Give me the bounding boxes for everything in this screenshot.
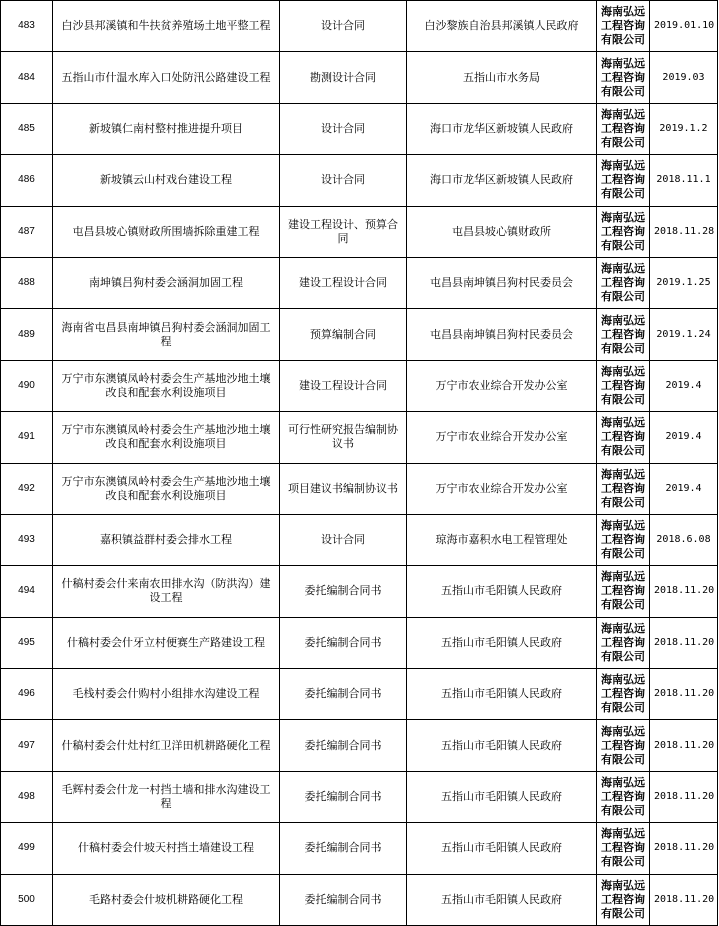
- contract-type: 设计合同: [280, 155, 407, 206]
- client-name: 海口市龙华区新坡镇人民政府: [407, 103, 597, 154]
- contract-type: 委托编制合同书: [280, 720, 407, 771]
- project-name: 嘉积镇益群村委会排水工程: [53, 514, 280, 565]
- row-number: 500: [1, 874, 53, 925]
- project-name: 毛辉村委会什龙一村挡土墙和排水沟建设工程: [53, 771, 280, 822]
- contract-type: 委托编制合同书: [280, 771, 407, 822]
- table-row: [1, 617, 718, 668]
- project-name: 海南省屯昌县南坤镇吕狗村委会涵洞加固工程: [53, 309, 280, 360]
- contract-type: 委托编制合同书: [280, 566, 407, 617]
- client-name: 五指山市毛阳镇人民政府: [407, 823, 597, 874]
- table-row: [1, 155, 718, 206]
- project-name: 新坡镇仁南村整村推进提升项目: [53, 103, 280, 154]
- company-name: 海南弘远工程咨询有限公司: [597, 412, 650, 463]
- client-name: 海口市龙华区新坡镇人民政府: [407, 155, 597, 206]
- contract-date: 2018.11.20: [650, 720, 718, 771]
- company-name: 海南弘远工程咨询有限公司: [597, 1, 650, 52]
- row-number: 497: [1, 720, 53, 771]
- client-name: 万宁市农业综合开发办公室: [407, 412, 597, 463]
- table-row: [1, 309, 718, 360]
- company-name: 海南弘远工程咨询有限公司: [597, 309, 650, 360]
- company-name: 海南弘远工程咨询有限公司: [597, 514, 650, 565]
- table-row: [1, 103, 718, 154]
- contract-date: 2018.11.20: [650, 566, 718, 617]
- contract-type: 项目建议书编制协议书: [280, 463, 407, 514]
- project-name: 什稿村委会什牙立村便赛生产路建设工程: [53, 617, 280, 668]
- client-name: 白沙黎族自治县邦溪镇人民政府: [407, 1, 597, 52]
- row-number: 498: [1, 771, 53, 822]
- contract-type: 设计合同: [280, 1, 407, 52]
- project-name: 万宁市东澳镇凤岭村委会生产基地沙地土壤改良和配套水利设施项目: [53, 463, 280, 514]
- contract-type: 委托编制合同书: [280, 617, 407, 668]
- contract-type: 委托编制合同书: [280, 823, 407, 874]
- table-row: [1, 257, 718, 308]
- contracts-table-body: [1, 1, 718, 926]
- project-name: 毛路村委会什坡机耕路硬化工程: [53, 874, 280, 925]
- table-row: [1, 206, 718, 257]
- client-name: 五指山市毛阳镇人民政府: [407, 617, 597, 668]
- project-name: 什稿村委会什坡天村挡土墙建设工程: [53, 823, 280, 874]
- row-number: 493: [1, 514, 53, 565]
- contract-date: 2019.1.2: [650, 103, 718, 154]
- company-name: 海南弘远工程咨询有限公司: [597, 617, 650, 668]
- table-row: [1, 823, 718, 874]
- client-name: 万宁市农业综合开发办公室: [407, 463, 597, 514]
- contract-type: 设计合同: [280, 514, 407, 565]
- project-name: 什稿村委会什灶村红卫洋田机耕路硬化工程: [53, 720, 280, 771]
- contract-date: 2018.11.20: [650, 874, 718, 925]
- contract-date: 2019.01.10: [650, 1, 718, 52]
- company-name: 海南弘远工程咨询有限公司: [597, 257, 650, 308]
- project-name: 什稿村委会什来南农田排水沟（防洪沟）建设工程: [53, 566, 280, 617]
- row-number: 495: [1, 617, 53, 668]
- contract-type: 建设工程设计合同: [280, 360, 407, 411]
- row-number: 485: [1, 103, 53, 154]
- contract-type: 设计合同: [280, 103, 407, 154]
- company-name: 海南弘远工程咨询有限公司: [597, 566, 650, 617]
- table-row: [1, 52, 718, 103]
- row-number: 488: [1, 257, 53, 308]
- contract-date: 2018.6.08: [650, 514, 718, 565]
- contract-type: 预算编制合同: [280, 309, 407, 360]
- client-name: 五指山市毛阳镇人民政府: [407, 720, 597, 771]
- contract-date: 2018.11.20: [650, 823, 718, 874]
- table-row: [1, 412, 718, 463]
- contract-type: 委托编制合同书: [280, 669, 407, 720]
- row-number: 496: [1, 669, 53, 720]
- contract-date: 2019.1.24: [650, 309, 718, 360]
- client-name: 五指山市水务局: [407, 52, 597, 103]
- row-number: 494: [1, 566, 53, 617]
- project-name: 五指山市什温水库入口处防汛公路建设工程: [53, 52, 280, 103]
- client-name: 屯昌县南坤镇吕狗村民委员会: [407, 257, 597, 308]
- contract-date: 2018.11.20: [650, 771, 718, 822]
- table-row: [1, 669, 718, 720]
- project-name: 屯昌县坡心镇财政所围墙拆除重建工程: [53, 206, 280, 257]
- project-name: 新坡镇云山村戏台建设工程: [53, 155, 280, 206]
- company-name: 海南弘远工程咨询有限公司: [597, 103, 650, 154]
- contract-type: 可行性研究报告编制协议书: [280, 412, 407, 463]
- project-name: 万宁市东澳镇凤岭村委会生产基地沙地土壤改良和配套水利设施项目: [53, 412, 280, 463]
- table-row: [1, 874, 718, 925]
- contract-date: 2019.4: [650, 412, 718, 463]
- contract-date: 2019.4: [650, 463, 718, 514]
- company-name: 海南弘远工程咨询有限公司: [597, 823, 650, 874]
- contract-date: 2018.11.28: [650, 206, 718, 257]
- row-number: 489: [1, 309, 53, 360]
- table-row: [1, 566, 718, 617]
- row-number: 491: [1, 412, 53, 463]
- row-number: 490: [1, 360, 53, 411]
- project-name: 毛栈村委会什购村小组排水沟建设工程: [53, 669, 280, 720]
- table-row: [1, 360, 718, 411]
- company-name: 海南弘远工程咨询有限公司: [597, 669, 650, 720]
- table-row: [1, 771, 718, 822]
- contract-date: 2018.11.1: [650, 155, 718, 206]
- contract-type: 建设工程设计合同: [280, 257, 407, 308]
- row-number: 483: [1, 1, 53, 52]
- company-name: 海南弘远工程咨询有限公司: [597, 874, 650, 925]
- table-row: [1, 720, 718, 771]
- row-number: 492: [1, 463, 53, 514]
- client-name: 万宁市农业综合开发办公室: [407, 360, 597, 411]
- table-row: [1, 463, 718, 514]
- company-name: 海南弘远工程咨询有限公司: [597, 720, 650, 771]
- project-name: 万宁市东澳镇凤岭村委会生产基地沙地土壤改良和配套水利设施项目: [53, 360, 280, 411]
- company-name: 海南弘远工程咨询有限公司: [597, 52, 650, 103]
- client-name: 五指山市毛阳镇人民政府: [407, 874, 597, 925]
- client-name: 琼海市嘉积水电工程管理处: [407, 514, 597, 565]
- company-name: 海南弘远工程咨询有限公司: [597, 155, 650, 206]
- company-name: 海南弘远工程咨询有限公司: [597, 463, 650, 514]
- contract-type: 建设工程设计、预算合同: [280, 206, 407, 257]
- client-name: 五指山市毛阳镇人民政府: [407, 669, 597, 720]
- contract-date: 2019.1.25: [650, 257, 718, 308]
- company-name: 海南弘远工程咨询有限公司: [597, 206, 650, 257]
- table-row: [1, 1, 718, 52]
- contract-type: 委托编制合同书: [280, 874, 407, 925]
- contract-date: 2019.03: [650, 52, 718, 103]
- company-name: 海南弘远工程咨询有限公司: [597, 360, 650, 411]
- row-number: 487: [1, 206, 53, 257]
- company-name: 海南弘远工程咨询有限公司: [597, 771, 650, 822]
- contract-type: 勘测设计合同: [280, 52, 407, 103]
- project-name: 南坤镇吕狗村委会涵洞加固工程: [53, 257, 280, 308]
- client-name: 屯昌县坡心镇财政所: [407, 206, 597, 257]
- client-name: 五指山市毛阳镇人民政府: [407, 566, 597, 617]
- contract-date: 2018.11.20: [650, 669, 718, 720]
- row-number: 484: [1, 52, 53, 103]
- table-row: [1, 514, 718, 565]
- contract-date: 2018.11.20: [650, 617, 718, 668]
- row-number: 499: [1, 823, 53, 874]
- client-name: 五指山市毛阳镇人民政府: [407, 771, 597, 822]
- row-number: 486: [1, 155, 53, 206]
- contract-date: 2019.4: [650, 360, 718, 411]
- project-name: 白沙县邦溪镇和牛扶贫养殖场土地平整工程: [53, 1, 280, 52]
- client-name: 屯昌县南坤镇吕狗村民委员会: [407, 309, 597, 360]
